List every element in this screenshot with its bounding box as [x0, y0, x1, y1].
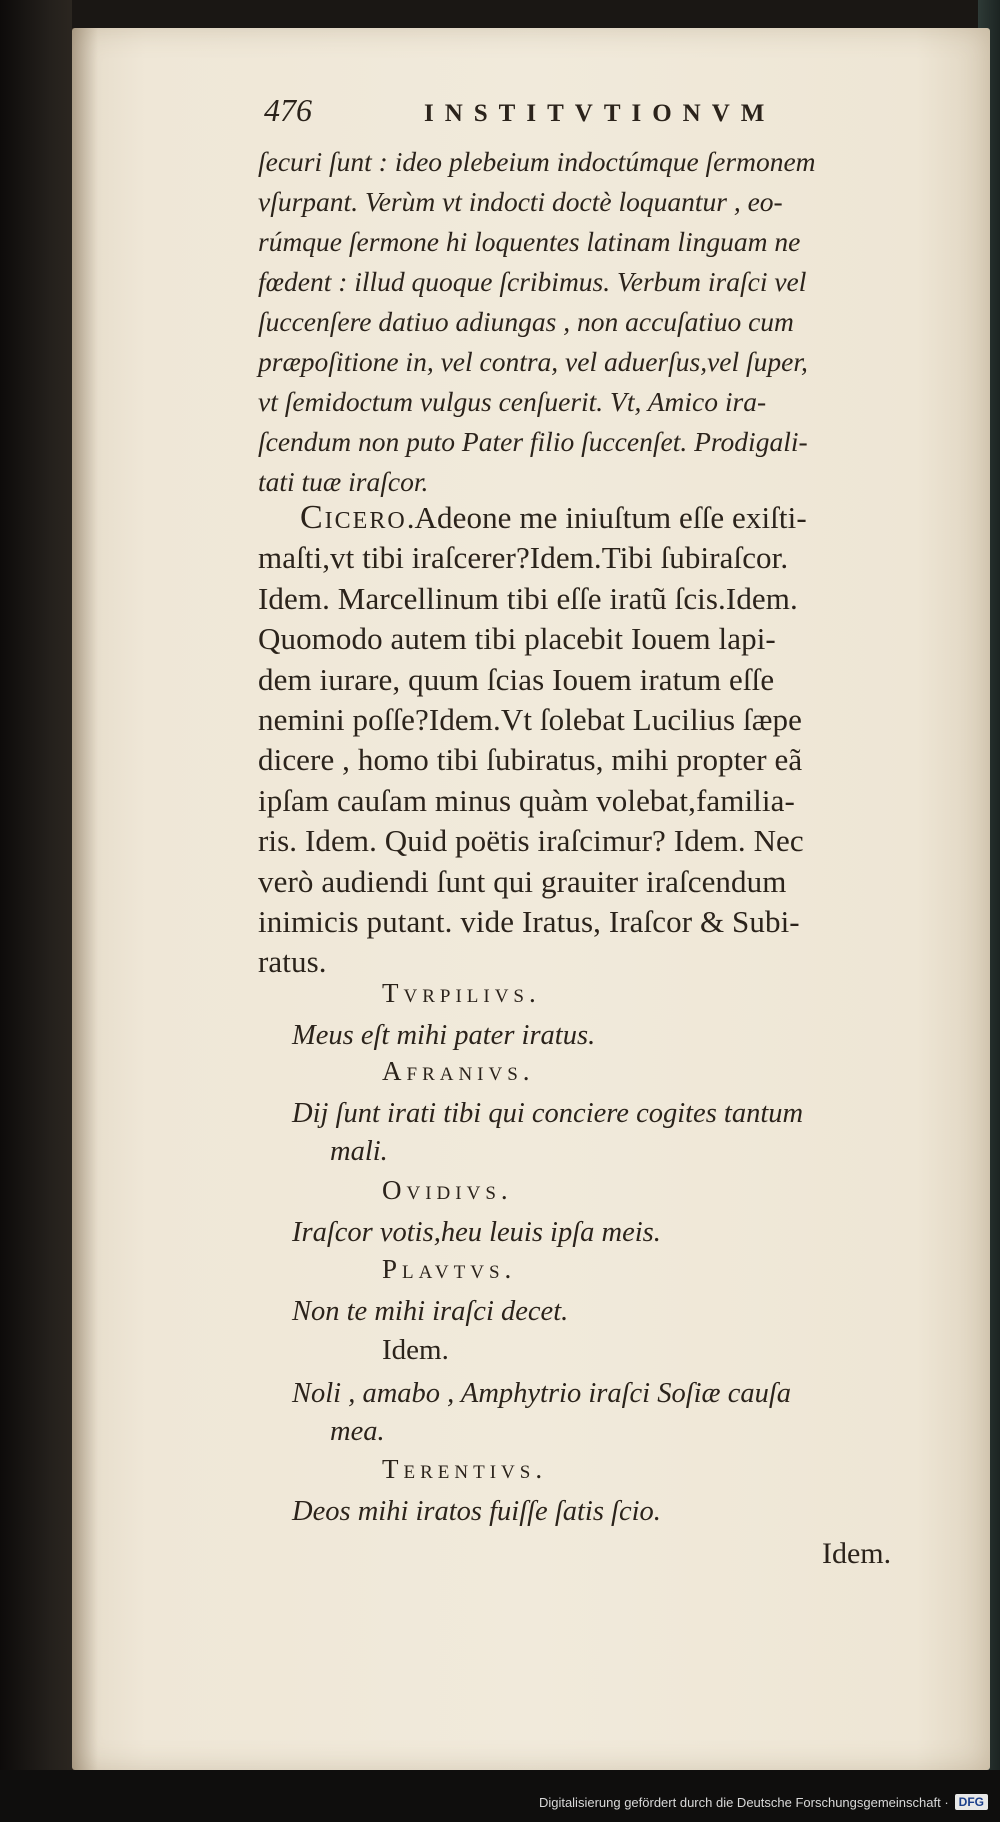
cicero-line: inimicis putant. vide Iratus, Iraſcor & Subi-	[258, 904, 800, 940]
commentary-line: præpoſitione in, vel contra, vel aduerſus,vel ſuper,	[258, 346, 808, 377]
cicero-line: ipſam cauſam minus quàm volebat,familia-	[258, 782, 795, 818]
digitization-credit	[539, 1794, 988, 1810]
cicero-paragraph	[258, 498, 938, 983]
cicero-line: ris. Idem. Quid poëtis iraſcimur? Idem. Nec	[258, 823, 804, 859]
commentary-line: vt ſemidoctum vulgus cenſuerit. Vt, Amico ira-	[258, 386, 767, 417]
commentary-line: ſuccenſere datiuo adiungas , non accuſatiuo cum	[258, 306, 794, 337]
cicero-lead-word: Cicero	[300, 499, 407, 536]
quotation-line: Noli , amabo , Amphytrio iraſci Soſiæ cauſa	[292, 1378, 792, 1409]
commentary-paragraph	[258, 142, 938, 502]
author-heading: Plavtvs.	[382, 1254, 517, 1284]
quotation	[292, 1293, 952, 1331]
commentary-line: vſurpant. Verùm vt indocti doctè loquantur , eo-	[258, 186, 783, 217]
cicero-line: maſti,vt tibi iraſcerer?Idem.Tibi ſubiraſcor.	[258, 540, 789, 576]
dfg-logo: DFG	[955, 1794, 988, 1810]
spine-shadow	[72, 28, 98, 1770]
quotation-line: mea.	[330, 1416, 385, 1447]
author-heading: Terentivs.	[382, 1454, 548, 1484]
running-title: INSTITVTIONVM	[424, 100, 776, 127]
cicero-line: Idem. Marcellinum tibi eſſe iratũ ſcis.Idem.	[258, 580, 798, 616]
commentary-line: ſcendum non puto Pater filio ſuccenſet. Prodigali-	[258, 426, 808, 457]
quotation-line: Dij ſunt irati tibi qui conciere cogites tantum	[292, 1098, 804, 1129]
cicero-line: dicere , homo tibi ſubiratus, mihi propter eã	[258, 742, 803, 778]
cicero-line: verò audiendi ſunt qui grauiter iraſcendum	[258, 863, 787, 899]
author-heading: Ovidivs.	[382, 1175, 513, 1205]
author-heading: Idem.	[382, 1334, 449, 1366]
author-heading: Tvrpilivs.	[382, 978, 541, 1008]
quotation	[292, 1375, 952, 1451]
quotation-line: mali.	[330, 1136, 388, 1167]
running-head	[264, 92, 944, 129]
quotation-line: Non te mihi iraſci decet.	[292, 1296, 569, 1327]
quotation-line: Iraſcor votis,heu leuis ipſa meis.	[292, 1217, 661, 1248]
quotation	[292, 1017, 952, 1055]
author-heading: Afranivs.	[382, 1056, 535, 1086]
commentary-line: fœdent : illud quoque ſcribimus. Verbum iraſci vel	[258, 266, 807, 297]
book-binding-edge	[0, 0, 72, 1822]
commentary-line: tati tuæ iraſcor.	[258, 466, 429, 497]
credit-text: Digitalisierung gefördert durch die Deutsche Forschungsgemeinschaft ·	[538, 1794, 949, 1810]
quotation	[292, 1095, 952, 1171]
quotation	[292, 1493, 952, 1531]
catchword: Idem.	[822, 1537, 892, 1570]
quotation	[292, 1214, 952, 1252]
quotation-line: Meus eſt mihi pater iratus.	[292, 1020, 596, 1051]
page-number: 476	[264, 92, 312, 128]
cicero-line: Quomodo autem tibi placebit Iouem lapi-	[258, 621, 776, 657]
cicero-line: nemini poſſe?Idem.Vt ſolebat Lucilius ſæpe	[258, 702, 802, 738]
cicero-line: ratus.	[258, 944, 327, 980]
cicero-line: dem iurare, quum ſcias Iouem iratum eſſe	[258, 661, 775, 697]
quotation-line: Deos mihi iratos fuiſſe ſatis ſcio.	[292, 1496, 661, 1527]
commentary-line: rúmque ſermone hi loquentes latinam linguam ne	[258, 226, 801, 257]
cicero-line-text: .Adeone me iniuſtum eſſe exiſti-	[406, 500, 807, 535]
commentary-line: ſecuri ſunt : ideo plebeium indoctúmque ſermonem	[258, 146, 816, 177]
cicero-line	[258, 498, 938, 538]
